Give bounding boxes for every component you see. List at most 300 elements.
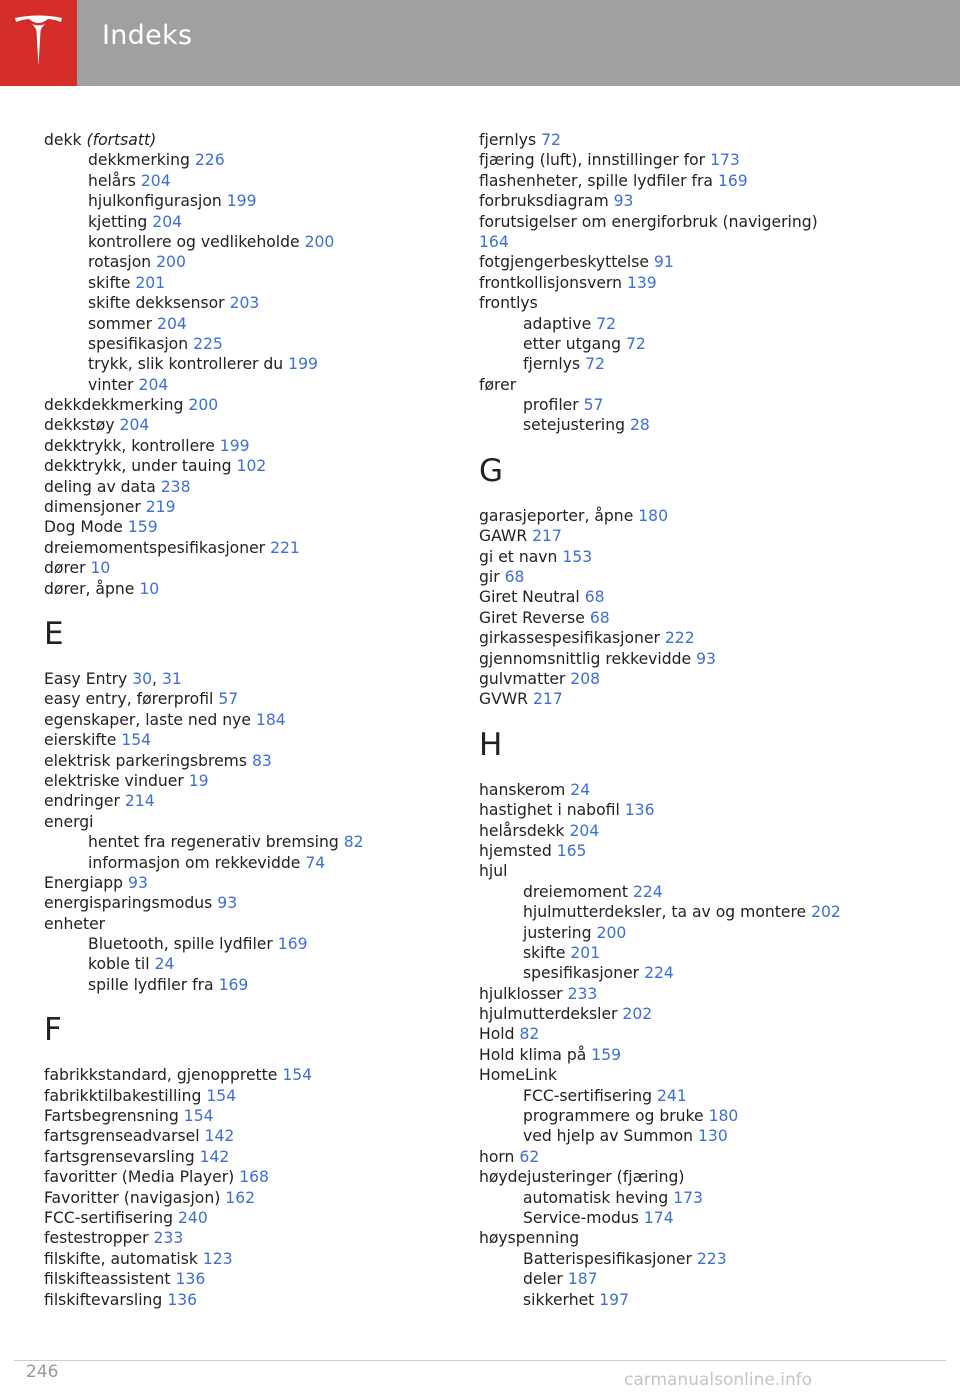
entry-term: hentet fra regenerativ bremsing: [88, 833, 339, 852]
entry-term: dører: [44, 559, 86, 578]
index-entry: [44, 1228, 454, 1248]
page-link[interactable]: 233: [153, 1229, 184, 1248]
page-link[interactable]: 199: [288, 355, 318, 374]
page-link[interactable]: 180: [638, 506, 669, 525]
index-subentry: [479, 1290, 949, 1310]
entry-term: Hold: [479, 1025, 515, 1044]
page-link[interactable]: 214: [124, 792, 155, 811]
index-entry: [44, 477, 454, 497]
index-subentry: [44, 212, 454, 232]
page-link[interactable]: 169: [218, 975, 249, 994]
entry-term: vinter: [88, 375, 134, 394]
page-link[interactable]: 68: [589, 608, 610, 627]
page-link[interactable]: 200: [156, 253, 186, 272]
page-link[interactable]: 221: [270, 538, 300, 557]
index-entry: [44, 130, 454, 150]
index-entry: [44, 689, 454, 709]
entry-term: Giret Neutral: [479, 588, 580, 607]
entry-term: endringer: [44, 792, 120, 811]
index-entry: [479, 526, 949, 546]
entry-term: Energiapp: [44, 873, 124, 892]
index-column-right: [479, 130, 949, 1310]
page-link[interactable]: 208: [570, 669, 601, 688]
page-link[interactable]: 28: [629, 416, 650, 435]
page-link[interactable]: 30: [132, 669, 153, 688]
entry-term: Giret Reverse: [479, 608, 585, 627]
entry-term: Service-modus: [523, 1208, 639, 1227]
index-subentry: [44, 954, 454, 974]
entry-term: skifte: [523, 943, 566, 962]
index-subentry: [479, 1249, 949, 1269]
section-letter: H: [479, 726, 503, 763]
index-entry: [479, 861, 949, 881]
index-entry: [44, 710, 454, 730]
index-entry: [44, 415, 454, 435]
index-entry: [44, 558, 454, 578]
page-link[interactable]: 240: [177, 1208, 208, 1227]
entry-term: fjernlys: [479, 131, 537, 149]
entry-term: gir: [479, 568, 500, 587]
entry-term: filskifte, automatisk: [44, 1249, 198, 1268]
page-link[interactable]: 200: [188, 396, 219, 415]
index-subentry: [479, 1269, 949, 1289]
page-link[interactable]: 174: [643, 1208, 674, 1227]
entry-term: hastighet i nabofil: [479, 801, 620, 820]
index-subentry: [479, 395, 949, 415]
index-subentry: [44, 252, 454, 272]
page-link[interactable]: 225: [193, 334, 223, 353]
page-link[interactable]: 10: [139, 579, 160, 598]
entry-term: enheter: [44, 914, 106, 933]
index-subentry: [44, 314, 454, 334]
entry-term: dimensjoner: [44, 498, 141, 517]
entry-term: høyspenning: [479, 1229, 580, 1248]
index-subentry: [479, 1106, 949, 1126]
index-entry: [44, 1065, 454, 1085]
index-entry: [479, 171, 949, 191]
index-entry: [479, 841, 949, 861]
index-entry: [479, 1147, 949, 1167]
index-entry: [44, 873, 454, 893]
page-link[interactable]: 197: [599, 1290, 630, 1309]
index-entry: [44, 1147, 454, 1167]
entry-term: forutsigelser om energiforbruk (navigering): [479, 212, 818, 231]
page-link[interactable]: 154: [206, 1086, 237, 1105]
page-link[interactable]: 173: [673, 1188, 703, 1207]
page-link[interactable]: 222: [664, 629, 695, 648]
index-entry: [479, 1167, 949, 1187]
index-entry: [479, 547, 949, 567]
page-link[interactable]: 19: [188, 771, 209, 790]
index-entry: [479, 587, 949, 607]
index-subentry: [479, 943, 949, 963]
entry-term: horn: [479, 1147, 515, 1166]
index-entry: [44, 395, 454, 415]
page-link[interactable]: 204: [119, 416, 150, 435]
entry-term: deler: [523, 1270, 563, 1289]
index-entry: [479, 150, 949, 170]
entry-term: GVWR: [479, 690, 529, 709]
page-link[interactable]: 199: [226, 192, 257, 211]
index-subentry: [44, 171, 454, 191]
watermark: carmanualsonline.info: [624, 1370, 813, 1390]
index-subentry: [44, 191, 454, 211]
page-link[interactable]: 154: [183, 1107, 214, 1126]
entry-term: fabrikktilbakestilling: [44, 1086, 202, 1105]
index-subentry: [44, 375, 454, 395]
entry-term: Batterispesifikasjoner: [523, 1249, 692, 1268]
index-entry: [44, 456, 454, 476]
index-entry: [479, 628, 949, 648]
index-subentry: [479, 963, 949, 983]
entry-term: setejustering: [523, 416, 625, 435]
index-entry: [479, 800, 949, 820]
index-entry: [479, 669, 949, 689]
page-link[interactable]: 72: [596, 314, 616, 333]
page-link[interactable]: 200: [304, 232, 335, 251]
page-link[interactable]: 164: [479, 232, 509, 251]
entry-term: fører: [479, 375, 517, 394]
index-entry: [44, 1106, 454, 1126]
page-link[interactable]: 233: [567, 984, 598, 1003]
page-link[interactable]: 203: [229, 294, 260, 313]
page-link[interactable]: 24: [570, 780, 591, 799]
index-entry: [479, 1228, 949, 1248]
page-link[interactable]: 199: [219, 436, 250, 455]
index-entry: [44, 579, 454, 599]
page-link[interactable]: 169: [717, 171, 748, 190]
index-entry: [479, 1024, 949, 1044]
entry-term: hjemsted: [479, 841, 552, 860]
page-link[interactable]: 68: [504, 568, 525, 587]
page-link[interactable]: 201: [570, 943, 601, 962]
index-entry: [44, 730, 454, 750]
page-header: [0, 0, 960, 86]
page-link[interactable]: 159: [591, 1045, 622, 1064]
page-link[interactable]: 154: [282, 1066, 313, 1085]
index-entry: [479, 252, 949, 272]
entry-term: hjulmutterdeksler, ta av og montere: [523, 903, 807, 922]
entry-term: etter utgang: [523, 334, 622, 353]
index-entry: [44, 517, 454, 537]
index-column-left: [44, 130, 454, 1310]
index-subentry: [44, 853, 454, 873]
index-entry: [44, 751, 454, 771]
page-link[interactable]: 31: [161, 669, 182, 688]
entry-term: informasjon om rekkevidde: [88, 853, 301, 872]
page-link[interactable]: 93: [696, 649, 716, 668]
page-link[interactable]: 82: [343, 833, 364, 852]
index-subentry: [479, 354, 949, 374]
entry-term: Favoritter (navigasjon): [44, 1188, 221, 1207]
entry-term: HomeLink: [479, 1066, 557, 1085]
page-link[interactable]: 241: [656, 1086, 687, 1105]
entry-term: dekkdekkmerking: [44, 396, 184, 415]
entry-term: skifte: [88, 273, 131, 292]
index-subentry: [44, 334, 454, 354]
page-link[interactable]: 184: [255, 710, 286, 729]
entry-term: favoritter (Media Player): [44, 1168, 235, 1187]
page-link[interactable]: 223: [696, 1249, 727, 1268]
entry-term: trykk, slik kontrollerer du: [88, 355, 284, 374]
page-link[interactable]: 62: [519, 1147, 540, 1166]
entry-term: frontlys: [479, 294, 538, 313]
page-link[interactable]: 202: [622, 1005, 653, 1024]
tesla-logo-icon: [13, 14, 64, 68]
page-link[interactable]: 57: [583, 396, 604, 415]
entry-term: GAWR: [479, 527, 528, 546]
page-link[interactable]: 93: [613, 192, 634, 211]
entry-term: spesifikasjon: [88, 334, 189, 353]
page-link[interactable]: 224: [644, 964, 674, 983]
index-subentry: [479, 902, 949, 922]
entry-term: flashenheter, spille lydfiler fra: [479, 171, 713, 190]
index-entry: [479, 780, 949, 800]
entry-term: FCC-sertifisering: [523, 1086, 653, 1105]
entry-term: kontrollere og vedlikeholde: [88, 232, 300, 251]
index-entry: [479, 689, 949, 709]
index-entry: [479, 506, 949, 526]
entry-term: dører, åpne: [44, 579, 135, 598]
entry-term: hjulmutterdeksler: [479, 1005, 618, 1024]
page-link[interactable]: 154: [121, 731, 152, 750]
index-entry: [479, 212, 949, 232]
page-link[interactable]: 201: [135, 273, 166, 292]
entry-term: eierskifte: [44, 731, 117, 750]
index-subentry: [479, 1126, 949, 1146]
entry-term: dreiemoment: [523, 882, 628, 901]
page-link[interactable]: 169: [277, 935, 308, 954]
page-link[interactable]: 24: [154, 955, 175, 974]
entry-term: dekktrykk, under tauing: [44, 457, 232, 476]
index-entry: [479, 130, 949, 150]
page-link[interactable]: 123: [202, 1249, 233, 1268]
entry-term: dekkstøy: [44, 416, 115, 435]
entry-term: gi et navn: [479, 547, 558, 566]
index-subentry: [479, 314, 949, 334]
entry-term: hjulklosser: [479, 984, 563, 1003]
page-link[interactable]: 142: [204, 1127, 235, 1146]
page-link[interactable]: 153: [562, 547, 593, 566]
entry-term: forbruksdiagram: [479, 192, 609, 211]
index-subentry: [44, 293, 454, 313]
index-subentry: [44, 354, 454, 374]
page-link[interactable]: 142: [199, 1147, 230, 1166]
index-entry: [479, 232, 949, 252]
tesla-logo: [0, 0, 77, 86]
index-entry: [479, 1045, 949, 1065]
page-link[interactable]: 91: [653, 253, 674, 272]
page-link[interactable]: 72: [541, 131, 561, 149]
page-link[interactable]: 83: [251, 751, 272, 770]
entry-term: justering: [523, 923, 592, 942]
page-link[interactable]: 200: [596, 923, 627, 942]
entry-term: hjul: [479, 862, 508, 881]
page-link[interactable]: 204: [569, 821, 600, 840]
entry-term: frontkollisjonsvern: [479, 273, 622, 292]
entry-term: spille lydfiler fra: [88, 975, 214, 994]
page-link[interactable]: 93: [217, 894, 238, 913]
entry-continued-note: (fortsatt): [86, 131, 157, 149]
section-letter: E: [44, 615, 64, 652]
index-subentry: [479, 1086, 949, 1106]
page-link[interactable]: 139: [626, 273, 657, 292]
page-link[interactable]: 238: [160, 477, 191, 496]
page-link[interactable]: 93: [128, 873, 148, 892]
index-entry: Easy Entry 30, 31: [44, 669, 182, 688]
index-entry: [479, 649, 949, 669]
entry-term: gulvmatter: [479, 669, 566, 688]
page-link[interactable]: 219: [145, 498, 176, 517]
index-entry: [44, 893, 454, 913]
entry-term: girkassespesifikasjoner: [479, 629, 660, 648]
index-entry: [44, 791, 454, 811]
index-entry: [479, 1065, 949, 1085]
page-link[interactable]: 136: [175, 1270, 206, 1289]
page-link[interactable]: 217: [532, 527, 562, 546]
entry-term: deling av data: [44, 477, 156, 496]
page-link[interactable]: 204: [140, 171, 171, 190]
index-entry: [44, 436, 454, 456]
index-entry: [44, 497, 454, 517]
index-subentry: [479, 1188, 949, 1208]
index-entry: [44, 538, 454, 558]
entry-term: helårsdekk: [479, 821, 565, 840]
index-entry: [44, 771, 454, 791]
index-entry: [479, 191, 949, 211]
page-link[interactable]: 173: [710, 151, 740, 170]
entry-term: skifte dekksensor: [88, 294, 225, 313]
page-link[interactable]: 202: [811, 903, 841, 922]
index-entry: [479, 293, 949, 313]
entry-term: programmere og bruke: [523, 1107, 704, 1126]
page-link[interactable]: 74: [305, 853, 326, 872]
entry-term: høydejusteringer (fjæring): [479, 1168, 685, 1187]
entry-term: fjæring (luft), innstillinger for: [479, 151, 706, 170]
entry-term: koble til: [88, 955, 150, 974]
entry-term: gjennomsnittlig rekkevidde: [479, 649, 692, 668]
page-link[interactable]: 224: [632, 882, 663, 901]
entry-term: energisparingsmodus: [44, 894, 213, 913]
index-subentry: [44, 273, 454, 293]
page-link[interactable]: 72: [585, 355, 605, 374]
index-subentry: [479, 1208, 949, 1228]
index-subentry: [479, 923, 949, 943]
entry-term: kjetting: [88, 212, 148, 231]
entry-term: helårs: [88, 171, 136, 190]
entry-term: hjulkonfigurasjon: [88, 192, 222, 211]
page-link[interactable]: 226: [194, 151, 225, 170]
entry-term: automatisk heving: [523, 1188, 669, 1207]
index-entry: [44, 1249, 454, 1269]
index-subentry: [44, 975, 454, 995]
page-title: Indeks: [102, 20, 193, 51]
entry-term: fabrikkstandard, gjenopprette: [44, 1066, 278, 1085]
page-link[interactable]: 162: [225, 1188, 256, 1207]
entry-term: garasjeporter, åpne: [479, 506, 634, 525]
index-entry: [44, 1269, 454, 1289]
section-letter: G: [479, 452, 504, 489]
index-entry: [44, 1208, 454, 1228]
entry-term: rotasjon: [88, 253, 152, 272]
entry-term: Hold klima på: [479, 1045, 587, 1064]
page-link[interactable]: 136: [624, 801, 655, 820]
page-link[interactable]: 136: [167, 1290, 198, 1309]
page-link[interactable]: 168: [239, 1168, 269, 1187]
footer-divider: [14, 1360, 946, 1361]
index-entry: [44, 1167, 454, 1187]
page-link[interactable]: 10: [90, 559, 111, 578]
index-subentry: [44, 934, 454, 954]
index-entry: [44, 1290, 454, 1310]
entry-term: fjernlys: [523, 355, 581, 374]
page-number: 246: [26, 1362, 59, 1382]
entry-term: dekk: [44, 131, 87, 149]
page-link[interactable]: 68: [584, 588, 605, 607]
index-subentry: [44, 150, 454, 170]
index-entry: [479, 273, 949, 293]
entry-term: ved hjelp av Summon: [523, 1127, 694, 1146]
index-entry: [44, 1126, 454, 1146]
index-entry: [44, 1086, 454, 1106]
index-entry: [44, 812, 454, 832]
page-link[interactable]: 159: [127, 518, 158, 537]
entry-term: FCC-sertifisering: [44, 1208, 174, 1227]
page-link[interactable]: 180: [708, 1107, 739, 1126]
entry-term: dekktrykk, kontrollere: [44, 436, 215, 455]
index-entry: [479, 608, 949, 628]
index-entry: [479, 1004, 949, 1024]
entry-term: festestropper: [44, 1229, 149, 1248]
entry-term: hanskerom: [479, 780, 566, 799]
index-entry: [479, 984, 949, 1004]
index-entry: [44, 914, 454, 934]
page-link[interactable]: 204: [157, 314, 187, 333]
index-subentry: [44, 232, 454, 252]
entry-term: adaptive: [523, 314, 592, 333]
index-entry: [44, 1188, 454, 1208]
page-link[interactable]: 72: [626, 334, 646, 353]
index-subentry: [479, 334, 949, 354]
entry-term: sikkerhet: [523, 1290, 595, 1309]
index-subentry: [479, 415, 949, 435]
entry-term: fartsgrenseadvarsel: [44, 1127, 200, 1146]
page-link[interactable]: 187: [567, 1270, 598, 1289]
page-link[interactable]: 165: [556, 841, 587, 860]
entry-term: Easy Entry: [44, 669, 128, 688]
page-link[interactable]: 57: [218, 690, 239, 709]
entry-term: filskiftevarsling: [44, 1290, 163, 1309]
page-link[interactable]: 204: [138, 375, 169, 394]
page-link[interactable]: 102: [236, 457, 267, 476]
entry-term: fartsgrensevarsling: [44, 1147, 195, 1166]
page-link[interactable]: 82: [519, 1025, 540, 1044]
entry-term: easy entry, førerprofil: [44, 690, 214, 709]
page-link[interactable]: 204: [152, 212, 183, 231]
entry-term: elektriske vinduer: [44, 771, 184, 790]
entry-term: energi: [44, 812, 94, 831]
index-entry: [479, 821, 949, 841]
index-subentry: [44, 832, 454, 852]
page-link[interactable]: 217: [532, 690, 563, 709]
index-entry: [479, 567, 949, 587]
entry-term: sommer: [88, 314, 153, 333]
entry-term: Dog Mode: [44, 518, 123, 537]
page-link[interactable]: 130: [697, 1127, 728, 1146]
section-letter: F: [44, 1012, 62, 1049]
entry-term: dekkmerking: [88, 151, 190, 170]
entry-term: filskifteassistent: [44, 1270, 171, 1289]
